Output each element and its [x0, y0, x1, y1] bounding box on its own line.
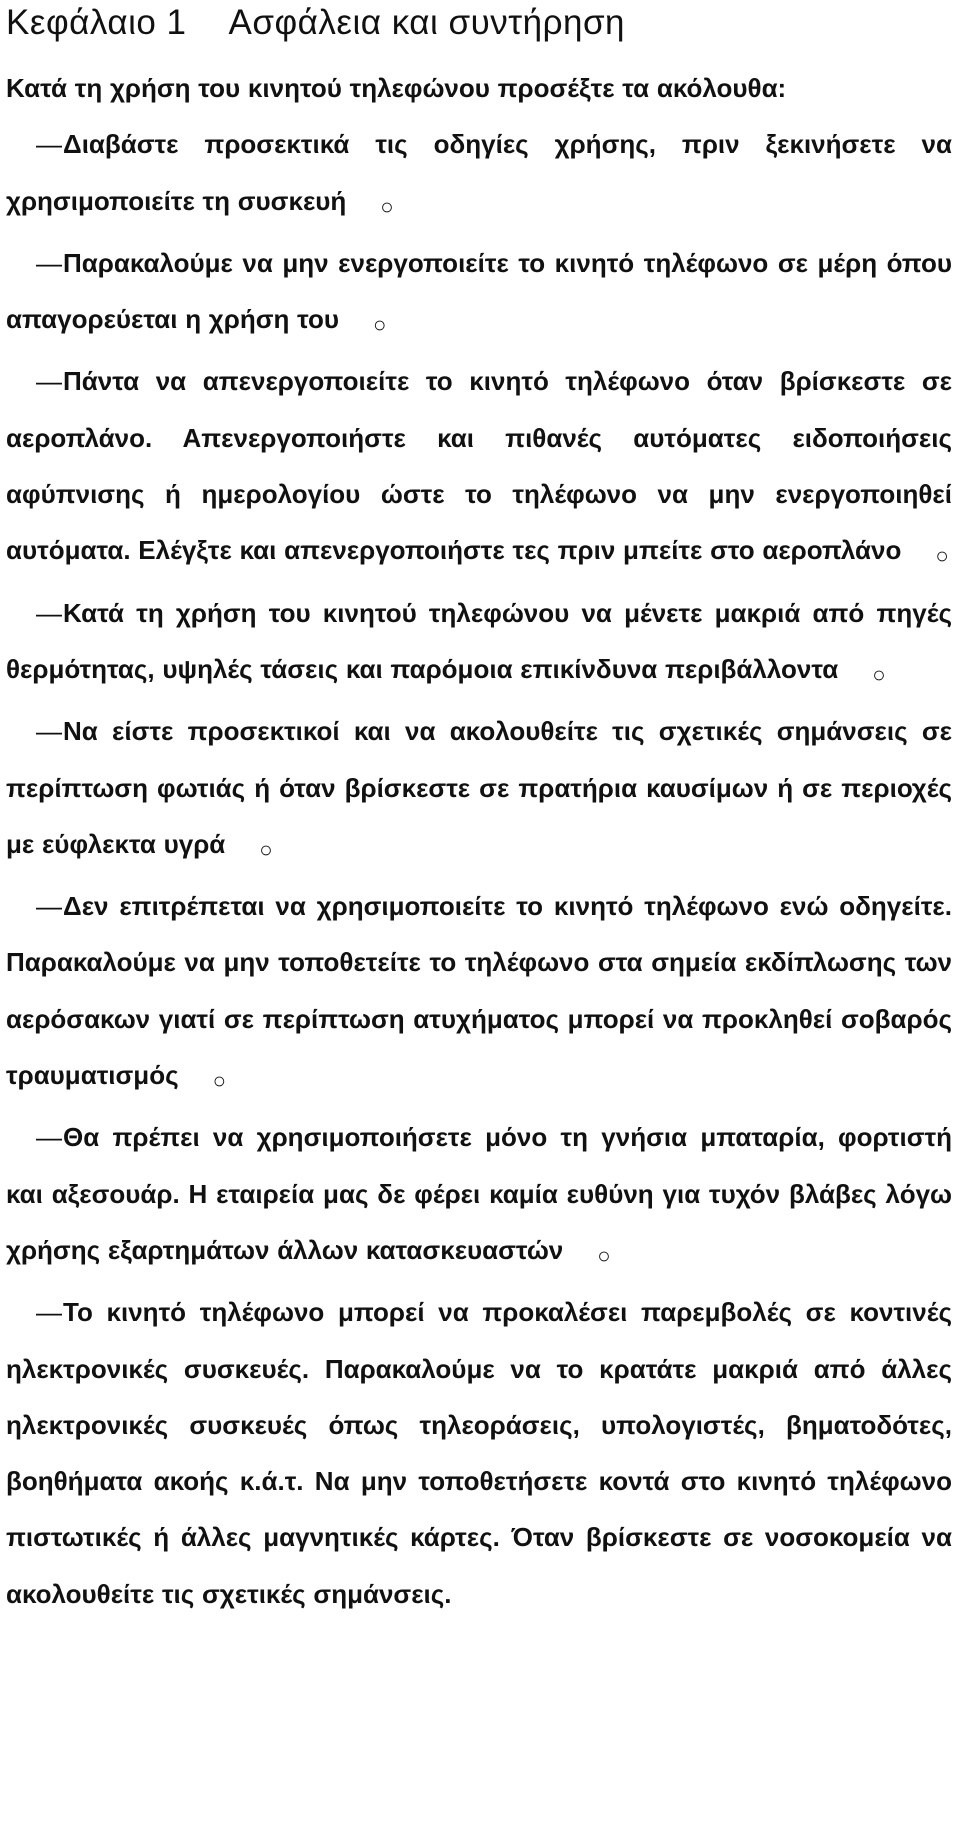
- safety-item-text: Να είστε προσεκτικοί και να ακολουθείτε τις σχετικές σημάνσεις σε περίπτωση φωτιάς ή όταν βρίσκεστε σε πρατήρια καυσίμων ή σε περιοχές με εύφλεκτα υγρά: [6, 716, 952, 859]
- end-mark: ○: [373, 312, 387, 338]
- safety-item: [6, 1284, 952, 1622]
- chapter-number: Κεφάλαιο 1: [6, 3, 187, 42]
- end-mark: ○: [597, 1242, 611, 1268]
- dash-marker: —: [36, 366, 62, 397]
- chapter-title: Ασφάλεια και συντήρηση: [228, 3, 626, 42]
- intro-paragraph: Κατά τη χρήση του κινητού τηλεφώνου προσέξτε τα ακόλουθα:: [6, 73, 787, 103]
- safety-item-text: Το κινητό τηλέφωνο μπορεί να προκαλέσει παρεμβολές σε κοντινές ηλεκτρονικές συσκευές. Παρακαλούμε να το κρατάτε μακριά από άλλες ηλεκτρονικές συσκευές όπως τηλεοράσεις, υπολογιστές, βηματοδότες, βοηθήματα ακοής κ.ά.τ. Να μην τοποθετήσετε κοντά στο κινητό τηλέφωνο πιστωτικές ή άλλες μαγνητικές κάρτες. Όταν βρίσκεστε σε νοσοκομεία να ακολουθείτε τις σχετικές σημάνσεις.: [6, 1297, 952, 1609]
- end-mark: ○: [259, 836, 273, 862]
- safety-item-text: Κατά τη χρήση του κινητού τηλεφώνου να μένετε μακριά από πηγές θερμότητας, υψηλές τάσεις και παρόμοια επικίνδυνα περιβάλλοντα: [6, 597, 952, 684]
- dash-marker: —: [36, 716, 62, 747]
- safety-item-text: Παρακαλούμε να μην ενεργοποιείτε το κινητό τηλέφωνο σε μέρη όπου απαγορεύεται η χρήση του: [6, 247, 952, 335]
- end-mark: ○: [935, 543, 949, 569]
- end-mark: ○: [872, 661, 886, 687]
- dash-marker: —: [36, 247, 62, 278]
- safety-item: [6, 353, 952, 584]
- safety-item: [6, 878, 952, 1109]
- end-mark: ○: [380, 193, 394, 219]
- safety-item-text: Πάντα να απενεργοποιείτε το κινητό τηλέφωνο όταν βρίσκεστε σε αεροπλάνο. Απενεργοποιήστε και πιθανές αυτόματες ειδοποιήσεις αφύπνισης ή ημερολογίου ώστε το τηλέφωνο να μην ενεργοποιηθεί αυτόματα. Ελέγξτε και απενεργοποιήστε τες πριν μπείτε στο αεροπλάνο: [6, 366, 952, 566]
- safety-item: [6, 1109, 952, 1284]
- chapter-heading: [6, 0, 952, 54]
- dash-marker: —: [36, 891, 62, 922]
- safety-item: [6, 116, 952, 235]
- safety-item: [6, 703, 952, 878]
- safety-item-text: Δεν επιτρέπεται να χρησιμοποιείτε το κινητό τηλέφωνο ενώ οδηγείτε. Παρακαλούμε να μην τοποθετείτε το τηλέφωνο στα σημεία εκδίπλωσης των αερόσακων γιατί σε περίπτωση ατυχήματος μπορεί να προκληθεί σοβαρός τραυματισμός: [6, 891, 952, 1091]
- safety-item: [6, 585, 952, 704]
- dash-marker: —: [36, 129, 62, 160]
- dash-marker: —: [36, 1297, 62, 1328]
- dash-marker: —: [36, 1122, 62, 1153]
- safety-item-text: Θα πρέπει να χρησιμοποιήσετε μόνο τη γνήσια μπαταρία, φορτιστή και αξεσουάρ. Η εταιρεία μας δε φέρει καμία ευθύνη για τυχόν βλάβες λόγω χρήσης εξαρτημάτων άλλων κατασκευαστών: [6, 1122, 952, 1265]
- end-mark: ○: [212, 1068, 226, 1094]
- safety-item: [6, 235, 952, 354]
- safety-item-text: Διαβάστε προσεκτικά τις οδηγίες χρήσης, πριν ξεκινήσετε να χρησιμοποιείτε τη συσκευή: [6, 129, 952, 216]
- dash-marker: —: [36, 597, 62, 628]
